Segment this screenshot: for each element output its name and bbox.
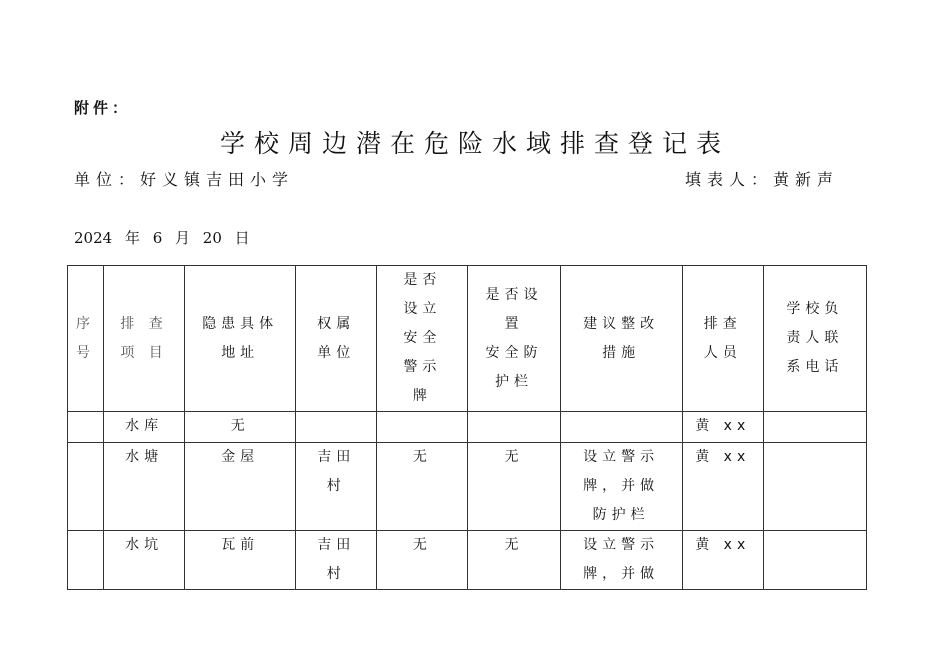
cell-line: 系电话: [786, 359, 844, 375]
cell-address: 金屋: [185, 443, 296, 531]
cell-item: 水坑: [104, 531, 185, 590]
cell-phone: [763, 443, 866, 531]
cell-line: 警示: [403, 359, 442, 375]
header-cell-item: [104, 266, 185, 412]
cell-line: 权属: [317, 315, 356, 332]
cell-measures: [560, 443, 682, 531]
cell-line: 吉田: [317, 537, 356, 553]
table-row: [68, 412, 867, 443]
cell-measures: [560, 412, 682, 443]
header-cell-owner: [296, 266, 377, 412]
document-title: 学校周边潜在危险水域排查登记表: [219, 129, 730, 158]
cell-fence: [468, 412, 560, 443]
cell-line: 人员: [703, 344, 742, 361]
cell-line: 牌，并做: [583, 478, 660, 494]
cell-item: 水塘: [104, 443, 185, 531]
table-row: [68, 531, 867, 590]
table-row: [68, 443, 867, 531]
cell-line: 学校负: [786, 301, 844, 317]
table-header-row: [68, 266, 867, 412]
cell-line: 置: [504, 315, 524, 332]
filler-label: 填表人：黄新声: [685, 170, 840, 189]
cell-index: [68, 443, 104, 531]
cell-address: 无: [185, 412, 296, 443]
header-cell-address: [185, 266, 296, 412]
cell-line: 责人联: [786, 330, 844, 346]
cell-line: 项 目: [120, 344, 168, 361]
cell-owner: [296, 443, 377, 531]
cell-fence: 无: [468, 531, 560, 590]
cell-line: 是否设: [485, 286, 543, 303]
cell-line: 防护栏: [592, 507, 650, 523]
cell-line: 护栏: [495, 373, 533, 390]
cell-line: 牌，并做: [583, 566, 660, 582]
header-cell-fence: [468, 266, 560, 412]
cell-line: 建议整改: [583, 315, 660, 332]
inspection-table: [67, 265, 867, 590]
cell-line: 设立警示: [583, 449, 660, 465]
unit-label: 单位：好义镇吉田小学: [74, 170, 295, 189]
cell-line: 安全防: [485, 344, 543, 361]
cell-line: 设立: [403, 301, 442, 317]
cell-line: 村: [326, 566, 346, 582]
cell-sign: 无: [377, 443, 468, 531]
attachment-label: 附件：: [74, 99, 132, 117]
cell-line: 单位: [317, 344, 356, 361]
cell-sign: 无: [377, 531, 468, 590]
cell-line: 排查: [703, 315, 742, 332]
cell-line: 号: [76, 344, 96, 361]
header-cell-sign: [377, 266, 468, 412]
cell-index: [68, 531, 104, 590]
cell-phone: [763, 412, 866, 443]
cell-checker: 黄 xx: [682, 412, 763, 443]
cell-line: 地址: [221, 344, 260, 361]
cell-checker: 黄 xx: [682, 443, 763, 531]
cell-line: 序: [76, 315, 96, 332]
cell-address: 瓦前: [185, 531, 296, 590]
header-cell-index: [68, 266, 104, 412]
cell-owner: [296, 412, 377, 443]
cell-line: 村: [326, 478, 346, 494]
header-cell-phone: [763, 266, 866, 412]
cell-fence: 无: [468, 443, 560, 531]
cell-phone: [763, 531, 866, 590]
cell-line: 设立警示: [583, 537, 660, 553]
cell-owner: [296, 531, 377, 590]
cell-item: 水库: [104, 412, 185, 443]
cell-checker: 黄 xx: [682, 531, 763, 590]
cell-line: 隐患具体: [202, 315, 279, 332]
cell-line: 是否: [403, 272, 442, 288]
report-date: 2024 年 6 月 20 日: [74, 229, 250, 247]
header-cell-checker: [682, 266, 763, 412]
header-cell-measures: [560, 266, 682, 412]
cell-line: 措施: [602, 344, 641, 361]
cell-measures: [560, 531, 682, 590]
cell-sign: [377, 412, 468, 443]
cell-line: 安全: [403, 330, 442, 346]
cell-line: 牌: [412, 388, 432, 404]
cell-line: 排 查: [120, 315, 168, 332]
cell-line: 吉田: [317, 449, 356, 465]
cell-index: [68, 412, 104, 443]
